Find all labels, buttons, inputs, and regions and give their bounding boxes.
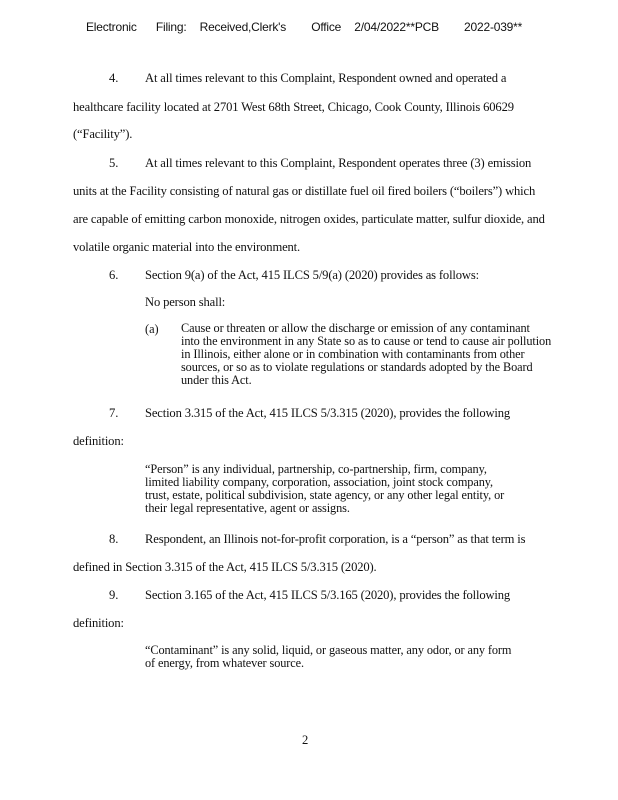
quote-line: their legal representative, agent or assigns. bbox=[145, 501, 350, 515]
paragraph-7-quote bbox=[145, 463, 504, 515]
paragraph-7-number: 7. bbox=[109, 406, 119, 420]
paragraph-7-line-2: definition: bbox=[73, 434, 124, 448]
header-filing: Filing: bbox=[155, 20, 187, 34]
quote-line: in Illinois, either alone or in combination with contaminants from other bbox=[181, 347, 525, 361]
header-case: 2022-039** bbox=[464, 20, 523, 34]
paragraph-5-line-3: are capable of emitting carbon monoxide, nitrogen oxides, particulate matter, sulfur dioxide, and bbox=[73, 212, 545, 226]
paragraph-9-line-1: Section 3.165 of the Act, 415 ILCS 5/3.165 (2020), provides the following bbox=[145, 588, 511, 602]
paragraph-4-line-1: At all times relevant to this Complaint, Respondent owned and operated a bbox=[145, 71, 507, 85]
paragraph-6-intro: No person shall: bbox=[145, 295, 226, 309]
paragraph-5-line-4: volatile organic material into the environment. bbox=[73, 240, 301, 254]
paragraph-5-line-2: units at the Facility consisting of natural gas or distillate fuel oil fired boilers (“boilers”) which bbox=[73, 184, 536, 198]
quote-line: “Contaminant” is any solid, liquid, or gaseous matter, any odor, or any form bbox=[145, 643, 512, 657]
quote-line: sources, or so as to violate regulations or standards adopted by the Board bbox=[181, 360, 533, 374]
paragraph-4-line-2: healthcare facility located at 2701 West 68th Street, Chicago, Cook County, Illinois 60629 bbox=[73, 100, 514, 114]
quote-line: Cause or threaten or allow the discharge or emission of any contaminant bbox=[181, 321, 530, 335]
paragraph-9-number: 9. bbox=[109, 588, 119, 602]
paragraph-5-line-1: At all times relevant to this Complaint, Respondent operates three (3) emission bbox=[145, 156, 532, 170]
quote-line: under this Act. bbox=[181, 373, 252, 387]
paragraph-6-quote bbox=[181, 322, 551, 387]
quote-line: of energy, from whatever source. bbox=[145, 656, 304, 670]
header-received: Received,Clerk's bbox=[199, 20, 287, 34]
paragraph-4-number: 4. bbox=[109, 71, 119, 85]
paragraph-8-line-2: defined in Section 3.315 of the Act, 415 ILCS 5/3.315 (2020). bbox=[73, 560, 377, 574]
page-number: 2 bbox=[302, 733, 309, 747]
quote-line: “Person” is any individual, partnership, co-partnership, firm, company, bbox=[145, 462, 487, 476]
paragraph-5-number: 5. bbox=[109, 156, 119, 170]
paragraph-8-number: 8. bbox=[109, 532, 119, 546]
paragraph-9-line-2: definition: bbox=[73, 616, 124, 630]
paragraph-6-sub-label: (a) bbox=[145, 322, 159, 336]
quote-line: into the environment in any State so as to cause or tend to cause air pollution bbox=[181, 334, 552, 348]
quote-line: limited liability company, corporation, association, joint stock company, bbox=[145, 475, 493, 489]
quote-line: trust, estate, political subdivision, state agency, or any other legal entity, or bbox=[145, 488, 505, 502]
paragraph-8-line-1: Respondent, an Illinois not-for-profit corporation, is a “person” as that term is bbox=[145, 532, 526, 546]
paragraph-4-line-3: (“Facility”). bbox=[73, 127, 133, 141]
paragraph-9-quote bbox=[145, 644, 511, 670]
filing-header bbox=[86, 20, 532, 34]
header-date: 2/04/2022**PCB bbox=[354, 20, 439, 34]
paragraph-6-line: Section 9(a) of the Act, 415 ILCS 5/9(a) (2020) provides as follows: bbox=[145, 268, 479, 282]
paragraph-7-line-1: Section 3.315 of the Act, 415 ILCS 5/3.315 (2020), provides the following bbox=[145, 406, 511, 420]
header-electronic: Electronic bbox=[86, 20, 137, 34]
paragraph-6-number: 6. bbox=[109, 268, 119, 282]
header-office: Office bbox=[311, 20, 342, 34]
